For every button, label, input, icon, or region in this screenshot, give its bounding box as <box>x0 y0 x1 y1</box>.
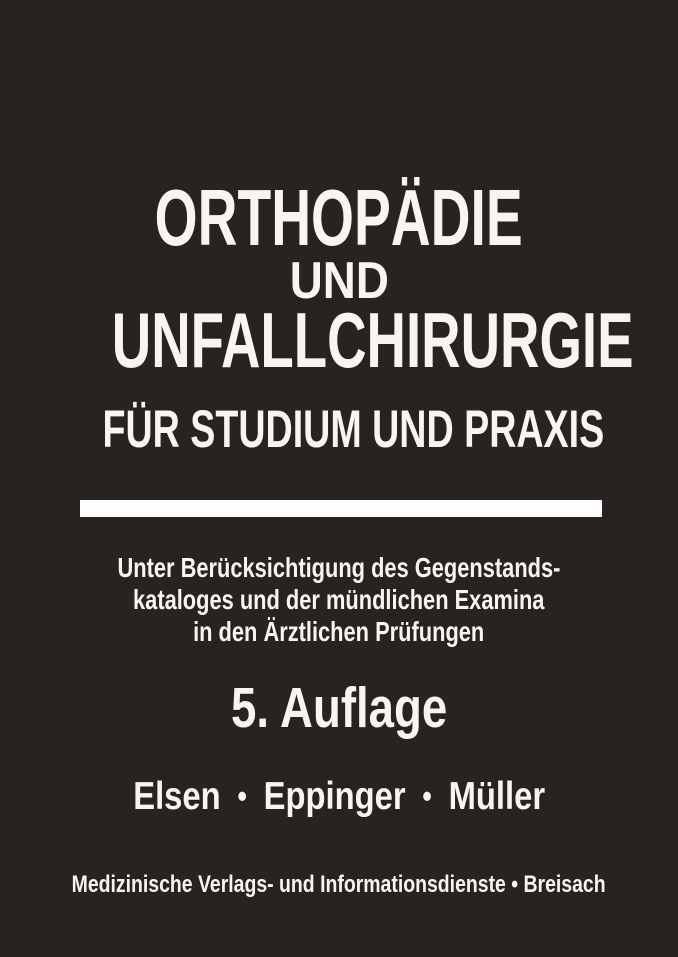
author-name-1: Elsen <box>133 775 221 818</box>
description-line-2-text: kataloges und der mündlichen Examina <box>133 584 545 615</box>
title-line-3 <box>0 296 678 384</box>
title-line-3-text: UNFALLCHIRURGIE <box>111 296 634 384</box>
edition-text: 5. Auflage <box>230 676 448 740</box>
author-name-3: Müller <box>448 775 545 818</box>
publisher-line <box>0 873 678 897</box>
description-line-2 <box>0 586 678 614</box>
bullet-separator-icon: • <box>237 778 247 815</box>
author-name-2: Eppinger <box>263 775 406 818</box>
title-line-2-text: UND <box>289 252 389 310</box>
edition-label <box>0 676 678 740</box>
title-line-1-text: ORTHOPÄDIE <box>154 173 524 262</box>
description-line-1-text: Unter Berücksichtigung des Gegenstands- <box>117 552 561 583</box>
subtitle-text: FÜR STUDIUM UND PRAXIS <box>102 400 605 459</box>
bullet-separator-icon: • <box>422 778 432 815</box>
description-line-3 <box>0 618 678 646</box>
subtitle <box>0 400 678 459</box>
authors-line <box>0 777 678 816</box>
title-line-1 <box>0 173 678 262</box>
divider-bar <box>80 500 602 517</box>
description-line-3-text: in den Ärztlichen Prüfungen <box>193 616 485 647</box>
publisher-text: Medizinische Verlags- und Informationsdienste • Breisach <box>72 871 606 898</box>
authors-text <box>133 777 545 816</box>
description-line-1 <box>0 554 678 582</box>
